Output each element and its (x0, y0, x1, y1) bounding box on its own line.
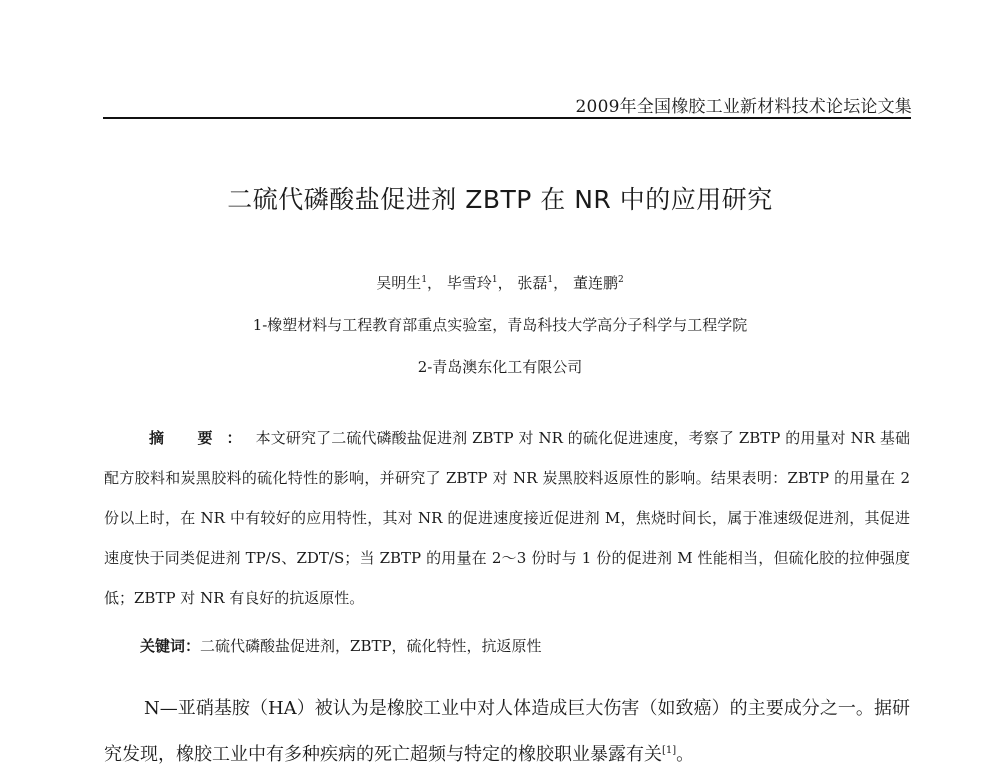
body-paragraph-end: 。 (676, 744, 695, 765)
keywords-label: 关键词： (140, 637, 201, 655)
body-paragraph-text: N—亚硝基胺（HA）被认为是橡胶工业中对人体造成巨大伤害（如致癌）的主要成分之一。据研究发现，橡胶工业中有多种疾病的死亡超频与特定的橡胶职业暴露有关 (104, 698, 910, 765)
abstract (104, 418, 910, 618)
author-separator: ， (497, 274, 513, 292)
author-affiliation-mark: 1 (421, 275, 428, 285)
abstract-text: 本文研究了二硫代磷酸盐促进剂 ZBTP 对 NR 的硫化促进速度，考察了 ZBTP 的用量对 NR 基础配方胶料和炭黑胶料的硫化特性的影响，并研究了 ZBTP 对 NR 炭黑胶料返原性的影响。结果表明：ZBTP 的用量在 2 份以上时，在 NR 中有较好的应用特性，其对 NR 的促进速度接近促进剂 M，焦烧时间长，属于准速级促进剂，其促进速度快于同类促进剂 TP/S、ZDT/S；当 ZBTP 的用量在 2～3 份时与 1 份的促进剂 M 性能相当，但硫化胶的拉伸强度低；ZBTP 对 NR 有良好的抗返原性。 (104, 429, 910, 607)
keywords (140, 626, 910, 666)
author-name: 张磊 (517, 274, 548, 292)
author-name: 董连鹏 (572, 274, 618, 292)
author-name: 毕雪玲 (446, 274, 492, 292)
abstract-label: 摘 要： (149, 429, 256, 447)
running-header: 2009年全国橡胶工业新材料技术论坛论文集 (575, 97, 912, 117)
author-name: 吴明生 (376, 274, 422, 292)
body-paragraph (104, 688, 910, 776)
affiliation-1: 1-橡塑材料与工程教育部重点实验室，青岛科技大学高分子科学与工程学院 (252, 316, 748, 334)
header-divider (103, 117, 911, 119)
keywords-text: 二硫代磷酸盐促进剂，ZBTP，硫化特性，抗返原性 (200, 637, 542, 655)
author-affiliation-mark: 1 (547, 275, 554, 285)
author-affiliation-mark: 2 (617, 275, 624, 285)
author-list (0, 272, 1000, 293)
author-separator: ， (553, 274, 569, 292)
author-separator: ， (427, 274, 443, 292)
paper-title: 二硫代磷酸盐促进剂 ZBTP 在 NR 中的应用研究 (227, 185, 773, 214)
citation-marker[interactable]: [1] (662, 745, 677, 756)
affiliation-2: 2-青岛澳东化工有限公司 (417, 358, 583, 376)
author-affiliation-mark: 1 (491, 275, 498, 285)
